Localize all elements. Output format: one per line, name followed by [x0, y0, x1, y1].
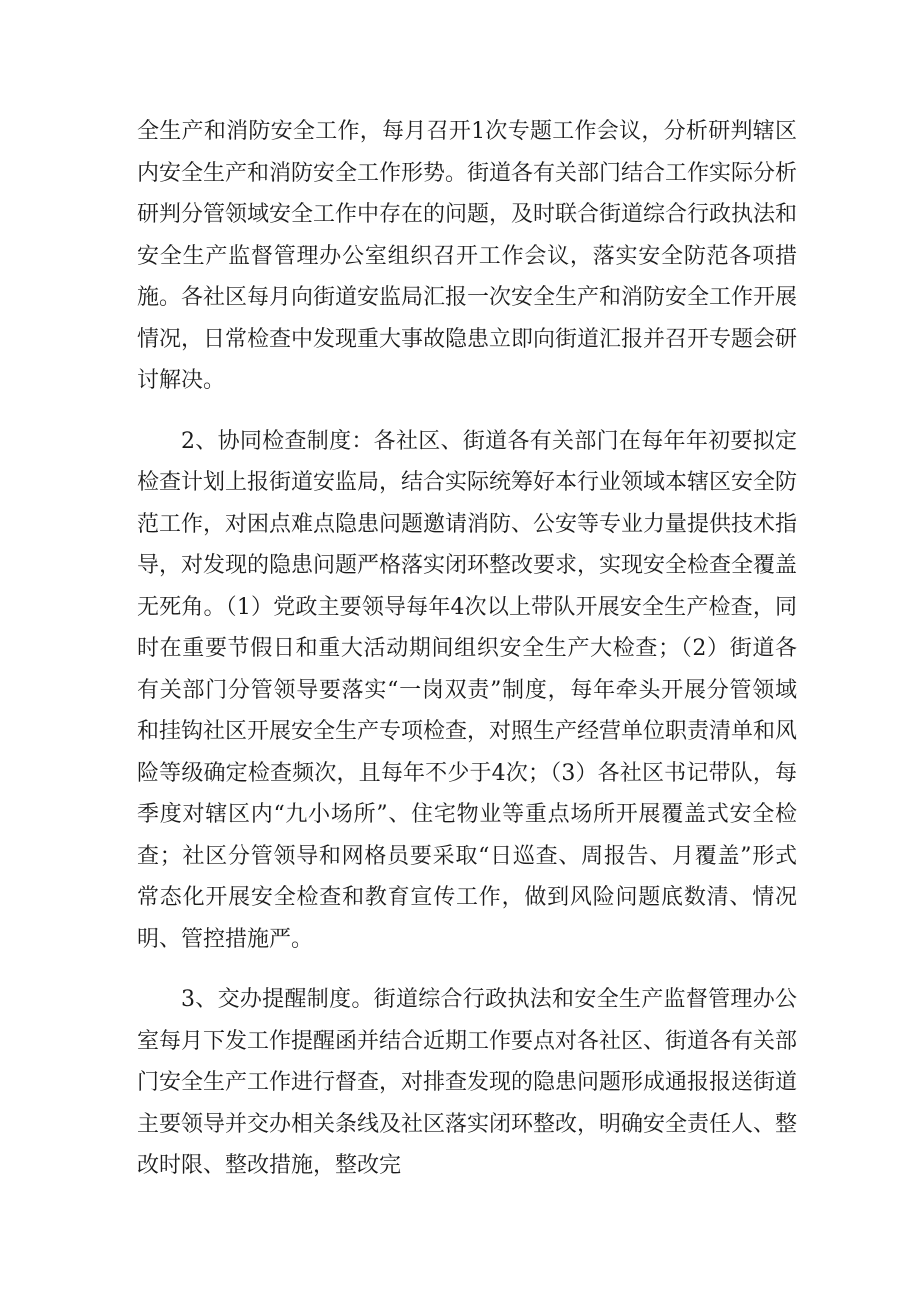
paragraph-assignment-reminder: 3、交办提醒制度。街道综合行政执法和安全生产监督管理办公室每月下发工作提醒函并结合近期工作要点对各社区、街道各有关部门安全生产工作进行督查，对排查发现的隐患问题形成通报报送街道主要领导并交办相关条线及社区落实闭环整改，明确安全责任人、整改时限、整改措施，整改完 — [137, 987, 798, 1178]
document-body — [137, 111, 797, 1206]
paragraph-coordinated-inspection: 2、协同检查制度：各社区、街道各有关部门在每年年初要拟定检查计划上报街道安监局，结合实际统筹好本行业领域本辖区安全防范工作，对困点难点隐患问题邀请消防、公安等专业力量提供技术指导，对发现的隐患问题严格落实闭环整改要求，实现安全检查全覆盖无死角。（1）党政主要领导每年4次以上带队开展安全生产检查，同时在重要节假日和重大活动期间组织安全生产大检查；（2）街道各有关部门分管领导要落实“一岗双责”制度，每年牵头开展分管领域和挂钩社区开展安全生产专项检查，对照生产经营单位职责清单和风险等级确定检查频次，且每年不少于4次；（3）各社区书记带队，每季度对辖区内“九小场所”、住宅物业等重点场所开展覆盖式安全检查；社区分管领导和网格员要采取“日巡查、周报告、月覆盖”形式常态化开展安全检查和教育宣传工作，做到风险问题底数清、情况明、管控措施严。 — [137, 428, 798, 952]
paragraph-continuation: 全生产和消防安全工作，每月召开1次专题工作会议，分析研判辖区内安全生产和消防安全工作形势。街道各有关部门结合工作实际分析研判分管领域安全工作中存在的问题，及时联合街道综合行政执法和安全生产监督管理办公室组织召开工作会议，落实安全防范各项措施。各社区每月向街道安监局汇报一次安全生产和消防安全工作开展情况，日常检查中发现重大事故隐患立即向街道汇报并召开专题会研讨解决。 — [137, 119, 798, 393]
